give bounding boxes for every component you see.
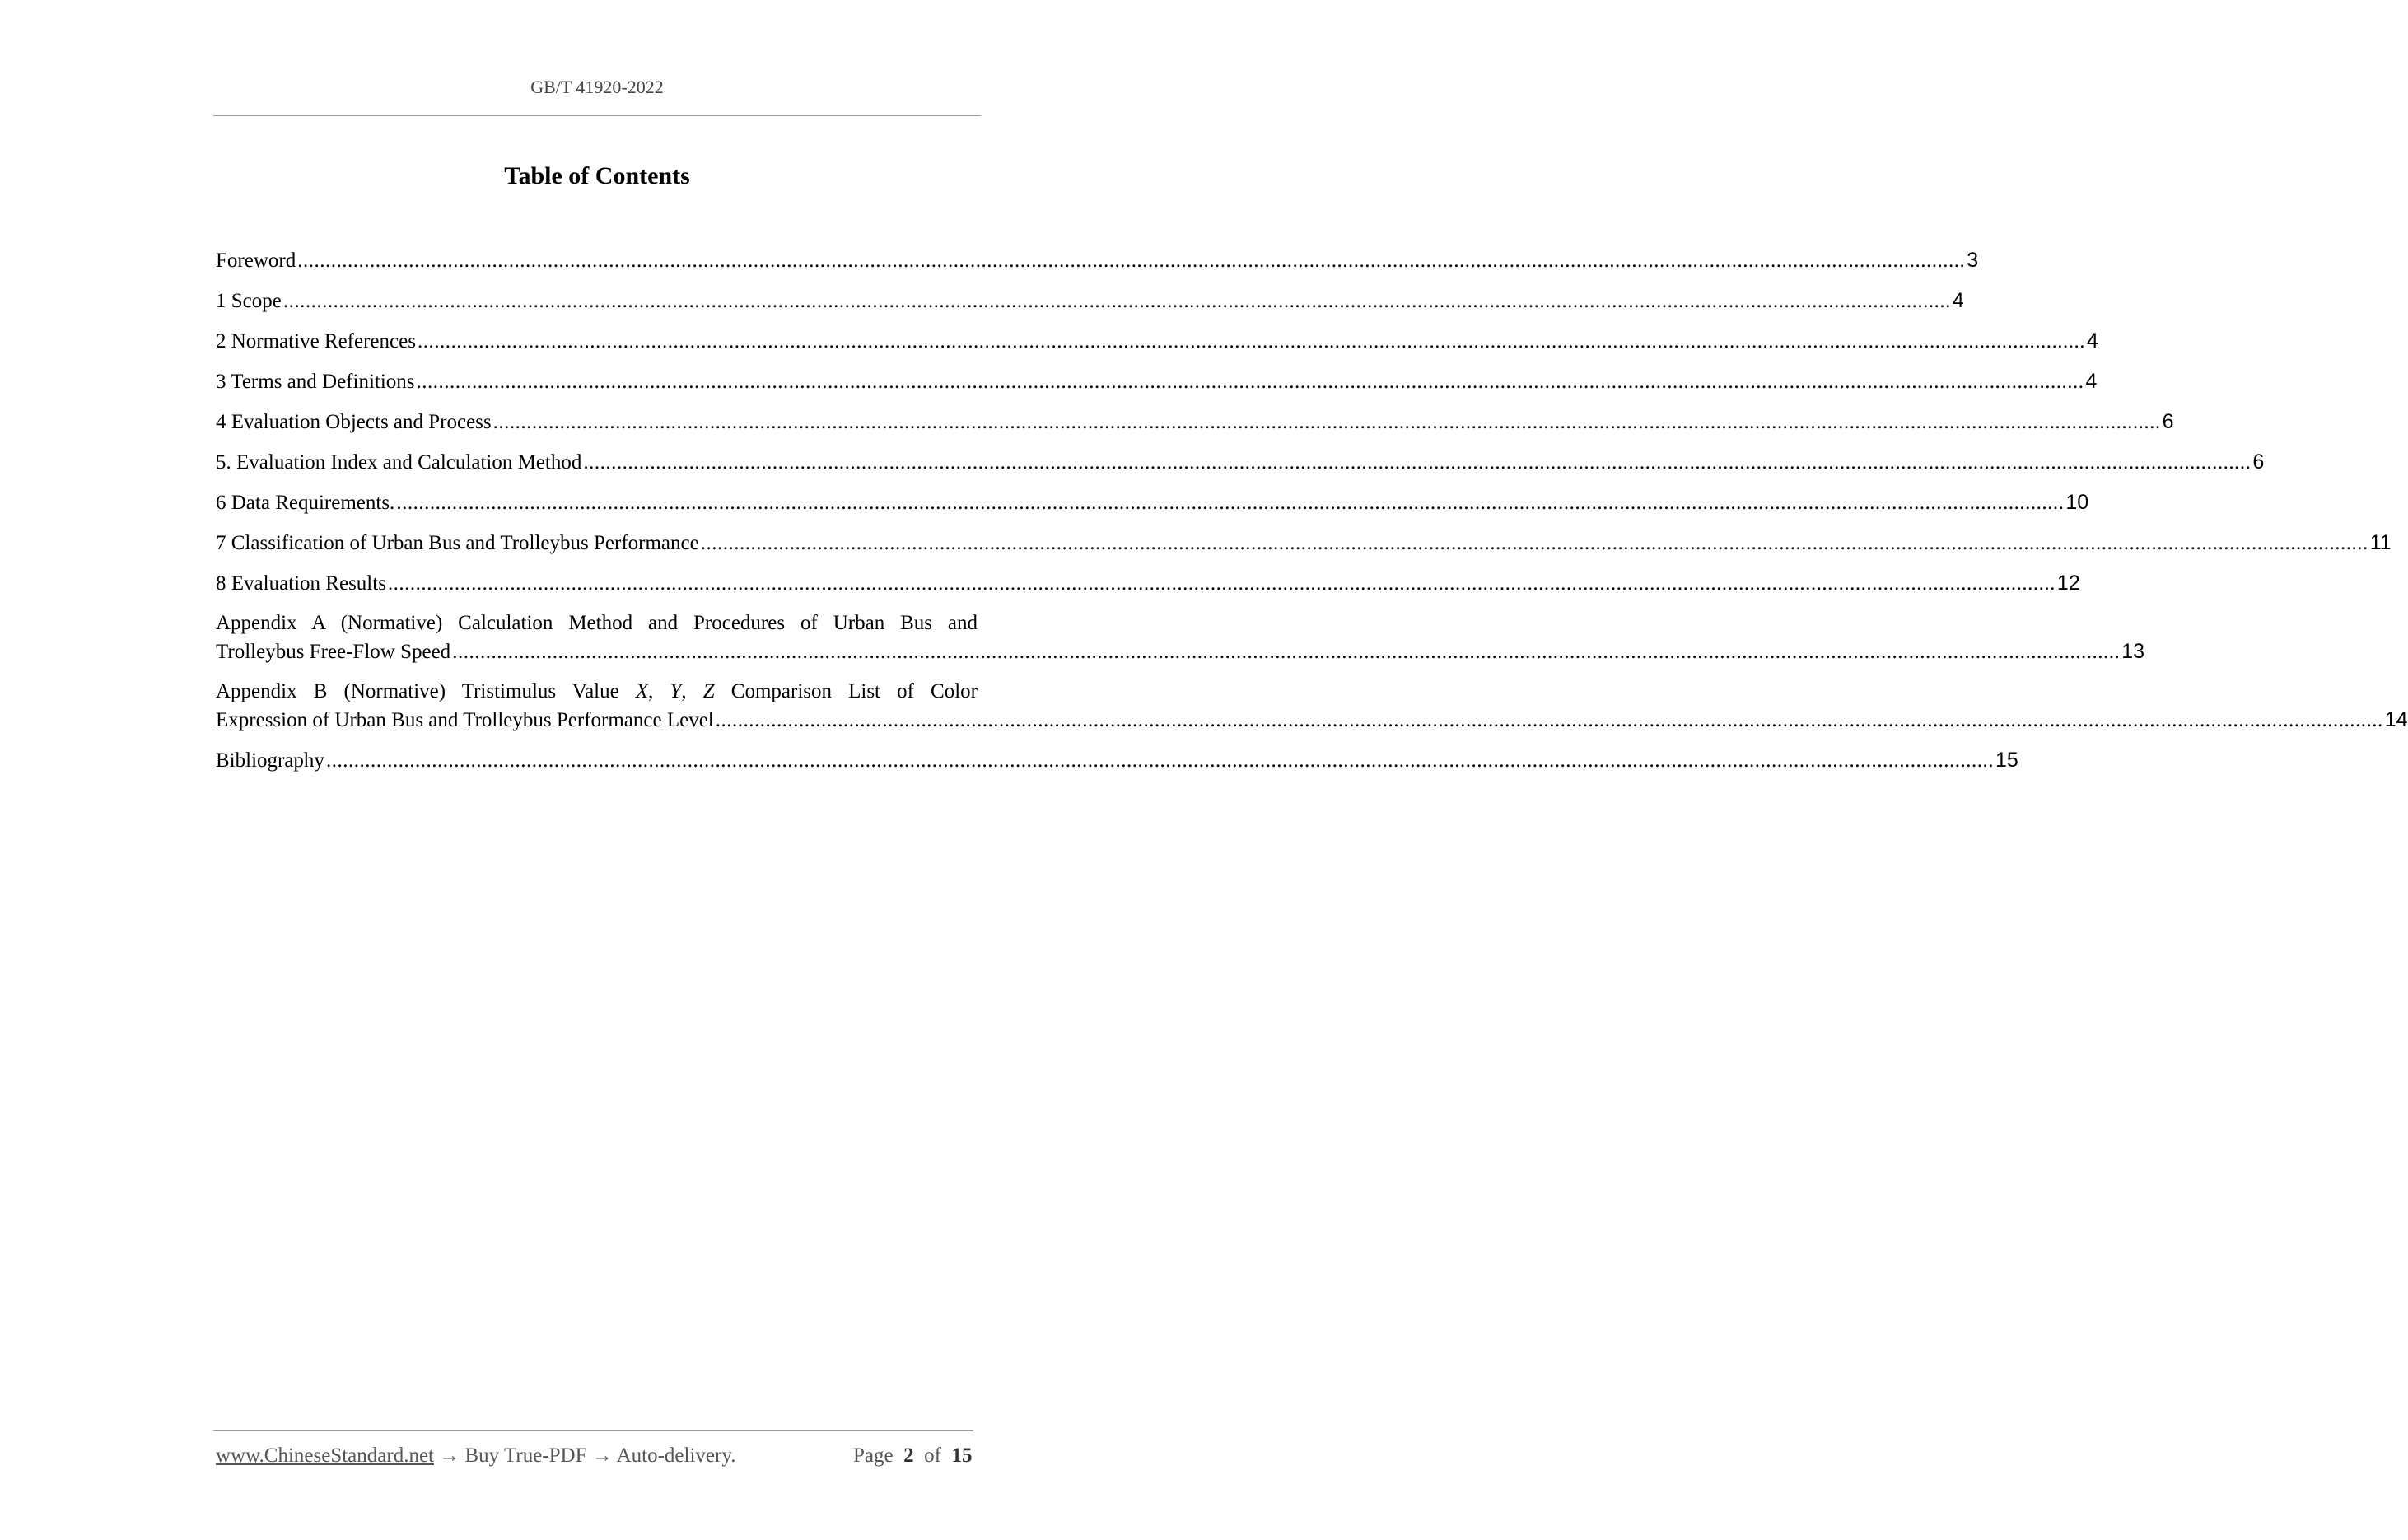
dot-leader: ............................................................................................................................................................................................................................................................................................................: [452, 641, 2121, 663]
toc-entry-title: Bibliography: [216, 749, 324, 772]
page-of-label: of: [924, 1444, 941, 1467]
toc-entry-title: 4 Evaluation Objects and Process: [216, 411, 492, 433]
toc-heading: Table of Contents: [504, 162, 690, 189]
toc-entry-title-line1: Appendix B (Normative) Tristimulus Value X, Y, Z Comparison List of Color: [216, 680, 978, 702]
toc-entry-normative-references[interactable]: [216, 327, 2098, 356]
dot-leader: ............................................................................................................................................................................................................................................................................................................: [492, 411, 2161, 433]
toc-entry-page: 14: [2384, 708, 2408, 731]
site-link[interactable]: www.ChineseStandard.net: [216, 1444, 434, 1467]
dot-leader: ............................................................................................................................................................................................................................................................................................................: [396, 492, 2065, 514]
toc-entry-evaluation-objects[interactable]: [216, 408, 2174, 436]
page-number: [853, 1444, 972, 1468]
document-id-header: GB/T 41920-2022: [530, 77, 664, 97]
toc-entry-title: 8 Evaluation Results: [216, 572, 386, 595]
toc-entry-page: 4: [2085, 370, 2098, 393]
dot-leader: ............................................................................................................................................................................................................................................................................................................: [416, 371, 2084, 393]
dot-leader: ............................................................................................................................................................................................................................................................................................................: [583, 451, 2252, 474]
toc-entry-terms-definitions[interactable]: [216, 367, 2098, 396]
dot-leader: ............................................................................................................................................................................................................................................................................................................: [297, 250, 1966, 272]
toc-entry-data-requirements[interactable]: [216, 488, 2089, 517]
toc-entry-title: 5. Evaluation Index and Calculation Method: [216, 451, 582, 474]
footer-promo: [216, 1444, 735, 1468]
toc-entry-page: 6: [2162, 410, 2174, 433]
toc-entry-title: 7 Classification of Urban Bus and Trolleybus Performance: [216, 532, 699, 554]
arrow-right-icon: →: [439, 1444, 460, 1467]
auto-delivery-text: Auto-delivery.: [616, 1444, 736, 1467]
dot-leader: ............................................................................................................................................................................................................................................................................................................: [700, 532, 2368, 554]
toc-entry-evaluation-index[interactable]: [216, 448, 2265, 477]
toc-entry-page: 13: [2121, 640, 2144, 663]
toc-entry-page: 4: [2086, 329, 2098, 352]
dot-leader: ............................................................................................................................................................................................................................................................................................................: [417, 330, 2085, 352]
toc-entry-page: 10: [2065, 491, 2089, 514]
toc-entry-page: 11: [2369, 531, 2392, 554]
toc-entry-title: 3 Terms and Definitions: [216, 371, 415, 393]
buy-pdf-text: Buy True-PDF: [464, 1444, 587, 1467]
toc-entry-title: 2 Normative References: [216, 330, 416, 352]
toc-entry-title: Foreword: [216, 250, 296, 272]
total-pages: 15: [951, 1444, 973, 1467]
toc-entry-title: 6 Data Requirements.: [216, 492, 395, 514]
footer-divider: [213, 1430, 973, 1431]
arrow-right-icon: →: [591, 1444, 613, 1467]
toc-entry-classification[interactable]: [216, 529, 2392, 558]
dot-leader: ............................................................................................................................................................................................................................................................................................................: [325, 749, 1994, 772]
page-label: Page: [853, 1444, 894, 1467]
toc-entry-page: 15: [1995, 749, 2018, 772]
current-page: 2: [903, 1444, 914, 1467]
toc-entry-appendix-b[interactable]: [216, 678, 2408, 735]
toc-entry-title-line2: Trolleybus Free-Flow Speed: [216, 641, 451, 663]
toc-entry-page: 4: [1952, 289, 1964, 312]
toc-entry-scope[interactable]: [216, 287, 1964, 315]
toc-entry-foreword[interactable]: [216, 246, 1979, 275]
toc-entry-bibliography[interactable]: [216, 746, 2018, 775]
table-of-contents: [216, 246, 2408, 786]
toc-entry-title-line2: Expression of Urban Bus and Trolleybus Performance Level: [216, 709, 714, 731]
toc-entry-page: 3: [1967, 249, 1979, 272]
dot-leader: ............................................................................................................................................................................................................................................................................................................: [282, 290, 1951, 312]
toc-entry-page: 6: [2252, 450, 2265, 474]
header-divider: [213, 115, 981, 116]
toc-entry-evaluation-results[interactable]: [216, 569, 2080, 598]
dot-leader: ............................................................................................................................................................................................................................................................................................................: [387, 572, 2056, 595]
toc-entry-title-line1: Appendix A (Normative) Calculation Method and Procedures of Urban Bus and: [216, 612, 978, 634]
toc-entry-title: 1 Scope: [216, 290, 282, 312]
dot-leader: ............................................................................................................................................................................................................................................................................................................: [715, 709, 2383, 731]
toc-entry-appendix-a[interactable]: [216, 609, 2144, 666]
toc-entry-page: 12: [2056, 572, 2080, 595]
